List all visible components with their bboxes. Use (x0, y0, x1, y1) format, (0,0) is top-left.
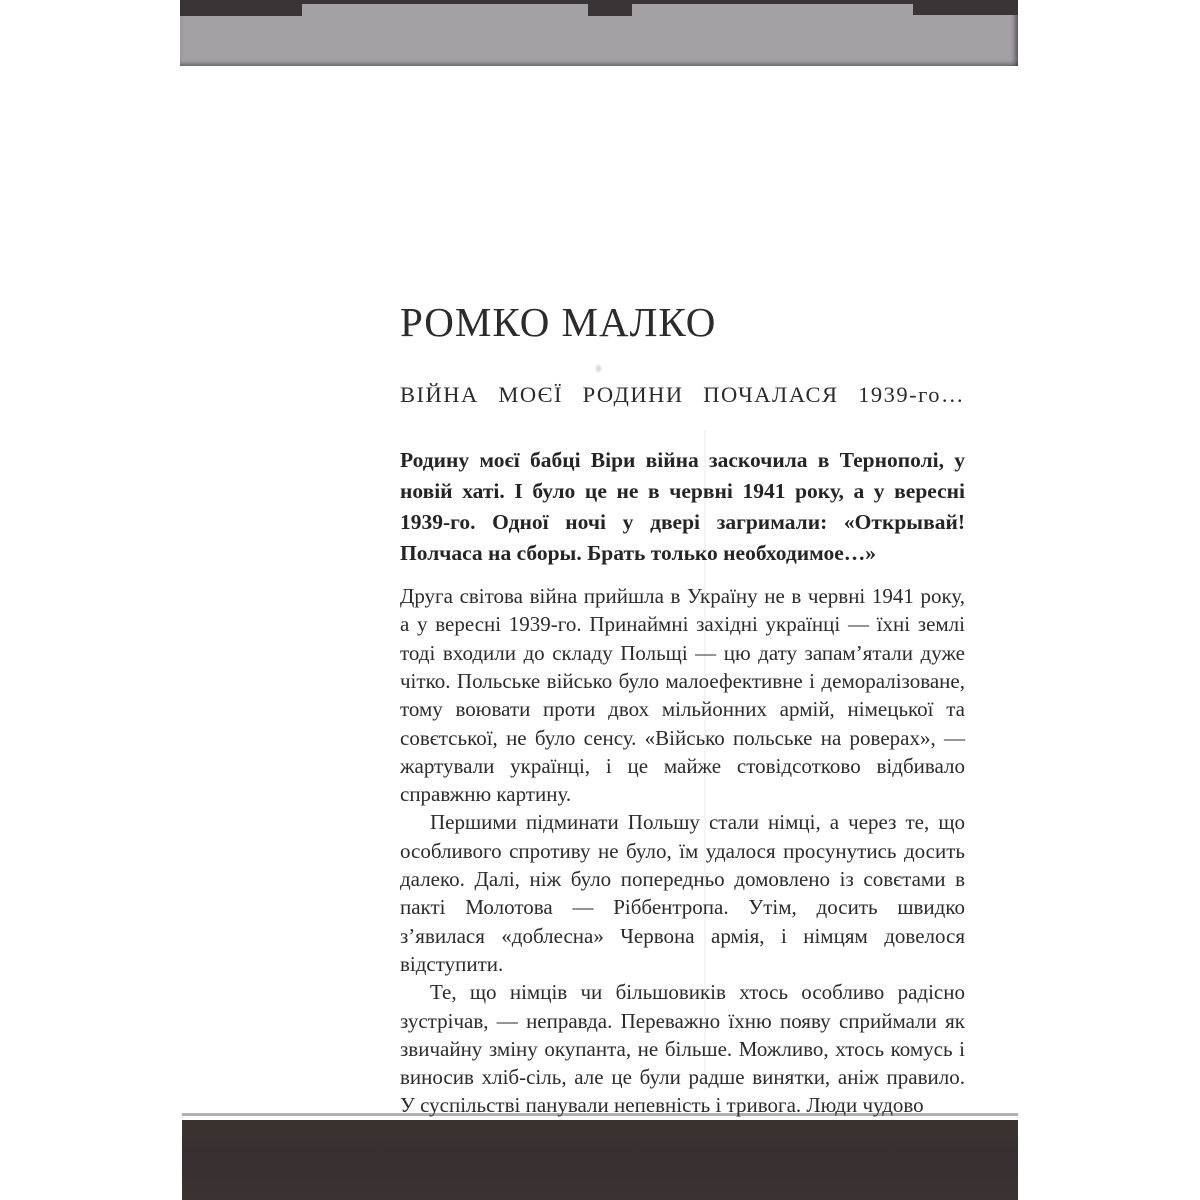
author-heading: РОМКО МАЛКО (400, 299, 717, 345)
paragraph: Те, що німців чи більшовиків хтось особливо радісно зустрічав, — неправда. Переважно їхню появу сприймали як звичайну зміну окупанта, не більше. Можливо, хтось комусь і виносив хліб-сіль, але це були радше винятки, аніж правило. У суспільстві панували непевність і тривога. Люди чудово (400, 980, 965, 1118)
lead-paragraph: Родину моєї бабці Віри війна заскочила в Тернополі, у новій хаті. І було це не в червні 1941 року, а у вересні 1939-го. Одної ночі у двері загримали: «Открывай! Полчаса на сборы. Брать только необходимое…» (400, 448, 965, 566)
scan-bottom-edge-line (182, 1113, 1018, 1116)
scan-artifact-top-band (180, 0, 1018, 66)
paragraph: Друга світова війна прийшла в Україну не в червні 1941 року, а у вересні 1939-го. Принаймні західні українці — їхні землі тоді входили до складу Польщі — цю дату запам’ятали дуже чітко. Польське військо було малоефективне і деморалізоване, тому воювати проти двох мільйонних армій, німецької та совєтської, не було сенсу. «Військо польське на роверах», — жартували українці, і це майже стовідсотково відбивало справжню картину. (400, 584, 965, 807)
scan-dark-notch-middle (588, 0, 632, 16)
scan-artifact-bottom-band (182, 1120, 1018, 1200)
scan-dark-notch-left (180, 0, 302, 16)
body-paragraphs (400, 582, 965, 1120)
scan-dark-notch-right (913, 0, 1018, 15)
chapter-title: ВІЙНА МОЄЇ РОДИНИ ПОЧАЛАСЯ 1939-го… (400, 382, 965, 408)
text-column (400, 300, 965, 1120)
paragraph: Першими підминати Польшу стали німці, а через те, що особливого спротиву не було, їм удалося просунутись досить далеко. Далі, ніж було попередньо домовлено із совєтами в пакті Молотова — Ріббентропа. Утім, досить швидко з’явилася «доблесна» Червона армія, і німцям довелося відступити. (400, 810, 965, 976)
